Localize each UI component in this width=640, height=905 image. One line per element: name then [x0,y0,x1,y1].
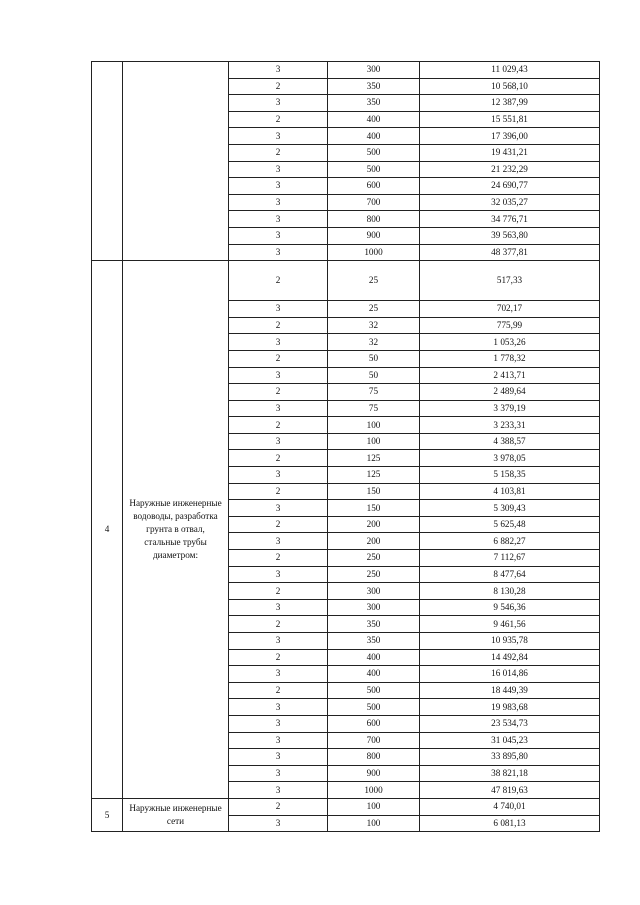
diameter-cell: 500 [328,699,420,716]
diameter-cell: 350 [328,616,420,633]
category-cell: 3 [229,211,328,228]
price-cell: 702,17 [420,301,600,318]
diameter-cell: 700 [328,732,420,749]
category-cell: 2 [229,483,328,500]
section-number [92,62,123,261]
price-cell: 2 489,64 [420,384,600,401]
category-cell: 3 [229,599,328,616]
diameter-cell: 300 [328,62,420,79]
price-cell: 19 983,68 [420,699,600,716]
category-cell: 3 [229,301,328,318]
diameter-cell: 32 [328,317,420,334]
category-cell: 2 [229,78,328,95]
category-cell: 3 [229,500,328,517]
diameter-cell: 100 [328,798,420,815]
diameter-cell: 500 [328,682,420,699]
table-body [92,62,600,832]
price-cell: 8 130,28 [420,583,600,600]
category-cell: 3 [229,400,328,417]
diameter-cell: 400 [328,128,420,145]
diameter-cell: 150 [328,483,420,500]
price-cell: 10 935,78 [420,633,600,650]
category-cell: 2 [229,261,328,301]
price-cell: 18 449,39 [420,682,600,699]
category-cell: 3 [229,732,328,749]
price-cell: 14 492,84 [420,649,600,666]
diameter-cell: 125 [328,450,420,467]
diameter-cell: 800 [328,211,420,228]
category-cell: 3 [229,62,328,79]
price-cell: 4 103,81 [420,483,600,500]
section-description: Наружные инженерные сети [123,798,229,831]
category-cell: 2 [229,417,328,434]
diameter-cell: 900 [328,227,420,244]
category-cell: 3 [229,533,328,550]
category-cell: 3 [229,194,328,211]
diameter-cell: 300 [328,583,420,600]
diameter-cell: 125 [328,467,420,484]
category-cell: 3 [229,633,328,650]
price-cell: 5 158,35 [420,467,600,484]
diameter-cell: 400 [328,111,420,128]
price-cell: 5 625,48 [420,516,600,533]
category-cell: 3 [229,128,328,145]
price-cell: 6 882,27 [420,533,600,550]
price-cell: 2 413,71 [420,367,600,384]
diameter-cell: 100 [328,417,420,434]
price-cell: 33 895,80 [420,749,600,766]
price-cell: 4 388,57 [420,433,600,450]
diameter-cell: 50 [328,350,420,367]
price-cell: 12 387,99 [420,95,600,112]
price-cell: 15 551,81 [420,111,600,128]
diameter-cell: 75 [328,384,420,401]
category-cell: 2 [229,350,328,367]
diameter-cell: 100 [328,433,420,450]
price-cell: 16 014,86 [420,666,600,683]
category-cell: 3 [229,566,328,583]
diameter-cell: 600 [328,178,420,195]
price-cell: 17 396,00 [420,128,600,145]
category-cell: 2 [229,583,328,600]
category-cell: 3 [229,433,328,450]
price-cell: 3 978,05 [420,450,600,467]
price-cell: 6 081,13 [420,815,600,832]
price-cell: 24 690,77 [420,178,600,195]
category-cell: 2 [229,144,328,161]
category-cell: 2 [229,111,328,128]
category-cell: 3 [229,815,328,832]
category-cell: 3 [229,715,328,732]
diameter-cell: 100 [328,815,420,832]
diameter-cell: 1000 [328,782,420,799]
category-cell: 2 [229,616,328,633]
price-cell: 775,99 [420,317,600,334]
category-cell: 3 [229,95,328,112]
diameter-cell: 400 [328,649,420,666]
price-cell: 19 431,21 [420,144,600,161]
table-row [92,798,600,815]
price-cell: 34 776,71 [420,211,600,228]
price-cell: 23 534,73 [420,715,600,732]
price-cell: 31 045,23 [420,732,600,749]
diameter-cell: 32 [328,334,420,351]
price-cell: 9 546,36 [420,599,600,616]
category-cell: 3 [229,782,328,799]
section-description [123,62,229,261]
section-number: 4 [92,261,123,799]
diameter-cell: 200 [328,533,420,550]
category-cell: 2 [229,682,328,699]
diameter-cell: 300 [328,599,420,616]
price-cell: 7 112,67 [420,550,600,567]
price-cell: 47 819,63 [420,782,600,799]
price-cell: 32 035,27 [420,194,600,211]
price-table [91,61,600,832]
diameter-cell: 350 [328,633,420,650]
category-cell: 3 [229,765,328,782]
price-cell: 1 053,26 [420,334,600,351]
diameter-cell: 75 [328,400,420,417]
table-row [92,62,600,79]
category-cell: 3 [229,178,328,195]
diameter-cell: 900 [328,765,420,782]
price-cell: 5 309,43 [420,500,600,517]
section-number: 5 [92,798,123,831]
price-cell: 4 740,01 [420,798,600,815]
category-cell: 2 [229,798,328,815]
price-cell: 21 232,29 [420,161,600,178]
diameter-cell: 700 [328,194,420,211]
category-cell: 3 [229,467,328,484]
diameter-cell: 350 [328,95,420,112]
diameter-cell: 250 [328,566,420,583]
category-cell: 3 [229,699,328,716]
section-description: Наружные инженерные водоводы, разработка грунта в отвал, стальные трубы диаметром: [123,261,229,799]
category-cell: 3 [229,161,328,178]
diameter-cell: 200 [328,516,420,533]
category-cell: 3 [229,244,328,261]
category-cell: 3 [229,749,328,766]
category-cell: 3 [229,666,328,683]
category-cell: 2 [229,550,328,567]
diameter-cell: 25 [328,261,420,301]
diameter-cell: 50 [328,367,420,384]
price-cell: 8 477,64 [420,566,600,583]
diameter-cell: 150 [328,500,420,517]
diameter-cell: 250 [328,550,420,567]
price-cell: 39 563,80 [420,227,600,244]
price-cell: 3 233,31 [420,417,600,434]
category-cell: 2 [229,649,328,666]
diameter-cell: 25 [328,301,420,318]
price-cell: 38 821,18 [420,765,600,782]
category-cell: 3 [229,334,328,351]
diameter-cell: 500 [328,161,420,178]
category-cell: 2 [229,516,328,533]
price-cell: 11 029,43 [420,62,600,79]
price-cell: 48 377,81 [420,244,600,261]
price-cell: 9 461,56 [420,616,600,633]
diameter-cell: 500 [328,144,420,161]
diameter-cell: 800 [328,749,420,766]
table-row [92,261,600,301]
price-cell: 3 379,19 [420,400,600,417]
category-cell: 3 [229,227,328,244]
price-cell: 1 778,32 [420,350,600,367]
price-cell: 10 568,10 [420,78,600,95]
diameter-cell: 350 [328,78,420,95]
price-cell: 517,33 [420,261,600,301]
diameter-cell: 600 [328,715,420,732]
diameter-cell: 400 [328,666,420,683]
category-cell: 3 [229,367,328,384]
category-cell: 2 [229,317,328,334]
category-cell: 2 [229,384,328,401]
category-cell: 2 [229,450,328,467]
diameter-cell: 1000 [328,244,420,261]
